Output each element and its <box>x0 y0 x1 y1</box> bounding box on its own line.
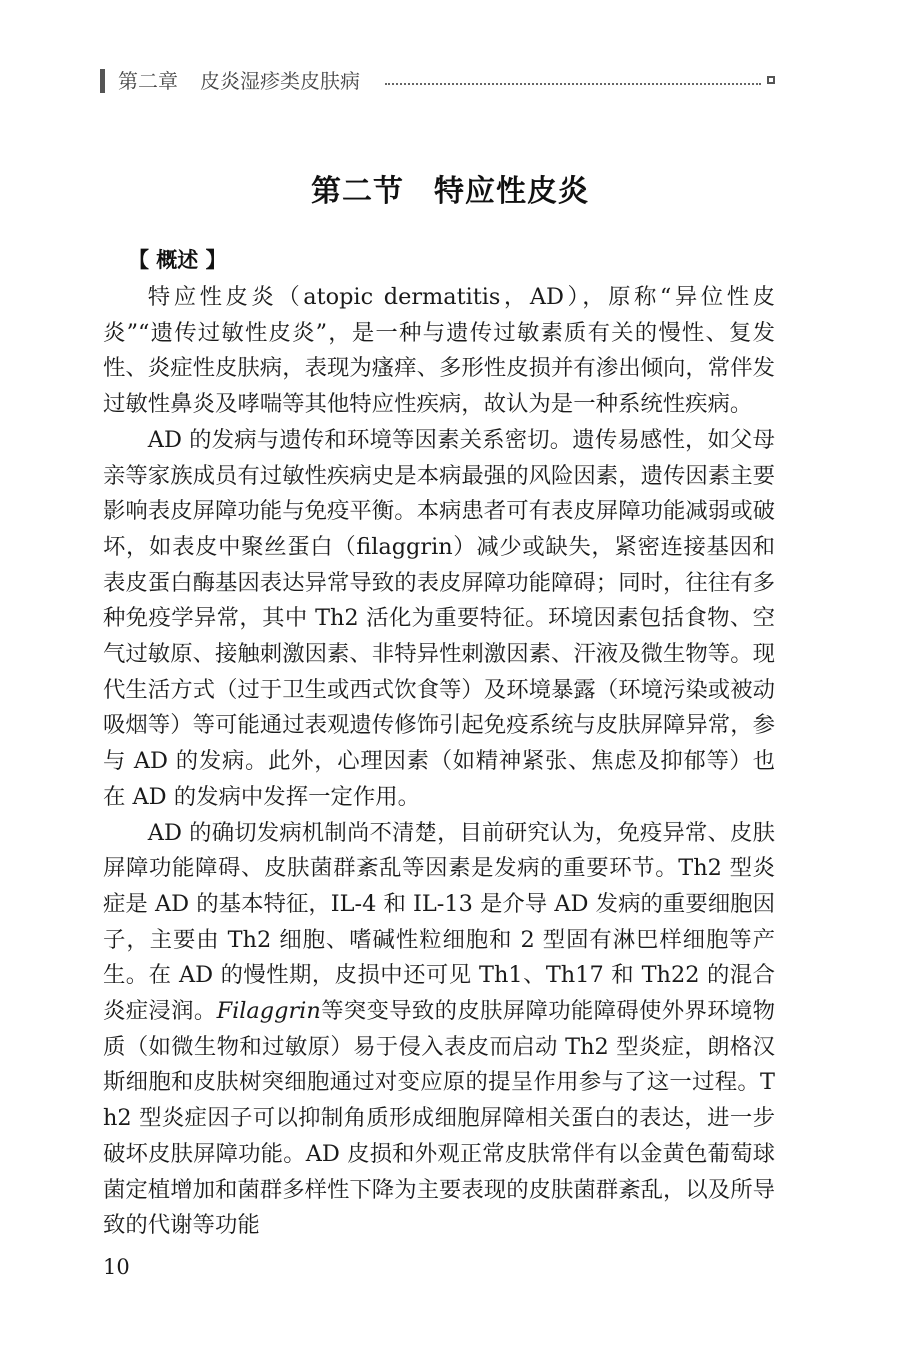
paragraph-3-rest: 等突变导致的皮肤屏障功能障碍使外界环境物质（如微生物和过敏原）易于侵入表皮而启动 Th2 型炎症，朗格汉斯细胞和皮肤树突细胞通过对变应原的提呈作用参与了这一过程。Th2 型炎症因子可以抑制角质形成细胞屏障相关蛋白的表达，进一步破坏皮肤屏障功能。AD 皮损和外观正常皮肤常伴有以金黄色葡萄球菌定植增加和菌群多样性下降为主要表现的皮肤菌群紊乱，以及所导致的代谢等功能 <box>103 998 776 1239</box>
paragraph-2: AD 的发病与遗传和环境等因素关系密切。遗传易感性，如父母亲等家族成员有过敏性疾病史是本病最强的风险因素，遗传因素主要影响表皮屏障功能与免疫平衡。本病患者可有表皮屏障功能减弱或破坏，如表皮中聚丝蛋白（filaggrin）减少或缺失，紧密连接基因和表皮蛋白酶基因表达异常导致的表皮屏障功能障碍；同时，往往有多种免疫学异常，其中 Th2 活化为重要特征。环境因素包括食物、空气过敏原、接触刺激因素、非特异性刺激因素、汗液及微生物等。现代生活方式（过于卫生或西式饮食等）及环境暴露（环境污染或被动吸烟等）等可能通过表观遗传修饰引起免疫系统与皮肤屏障异常，参与 AD 的发病。此外，心理因素（如精神紧张、焦虑及抑郁等）也在 AD 的发病中发挥一定作用。 <box>103 426 775 810</box>
header-text <box>118 66 360 96</box>
header-bar <box>100 69 105 93</box>
page-number: 10 <box>103 1255 130 1279</box>
chapter-number: 第二章 <box>118 69 178 93</box>
header-dotted-rule <box>385 83 761 85</box>
paragraph-3-italic-gene: Filaggrin <box>216 998 321 1025</box>
chapter-title: 皮炎湿疹类皮肤病 <box>200 69 360 93</box>
section-title <box>0 166 900 218</box>
section-name: 特应性皮炎 <box>434 174 589 209</box>
overview-heading: 【 概述 】 <box>128 248 227 272</box>
body-text <box>103 280 775 1244</box>
paragraph-3 <box>103 816 775 1244</box>
running-header <box>100 66 775 96</box>
header-end-mark <box>767 76 775 84</box>
section-number: 第二节 <box>311 174 404 209</box>
paragraph-1: 特应性皮炎（atopic dermatitis，AD），原称“异位性皮炎”“遗传过敏性皮炎”，是一种与遗传过敏素质有关的慢性、复发性、炎症性皮肤病，表现为瘙痒、多形性皮损并有渗出倾向，常伴发过敏性鼻炎及哮喘等其他特应性疾病，故认为是一种系统性疾病。 <box>103 284 775 418</box>
paragraph-3-main: AD 的确切发病机制尚不清楚，目前研究认为，免疫异常、皮肤屏障功能障碍、皮肤菌群紊乱等因素是发病的重要环节。Th2 型炎症是 AD 的基本特征，IL-4 和 IL-13 是介导 AD 发病的重要细胞因子，主要由 Th2 细胞、嗜碱性粒细胞和 2 型固有淋巴样细胞等产生。在 AD 的慢性期，皮损中还可见 Th1、Th17 和 Th22 的混合炎症浸润。 <box>103 819 776 1025</box>
